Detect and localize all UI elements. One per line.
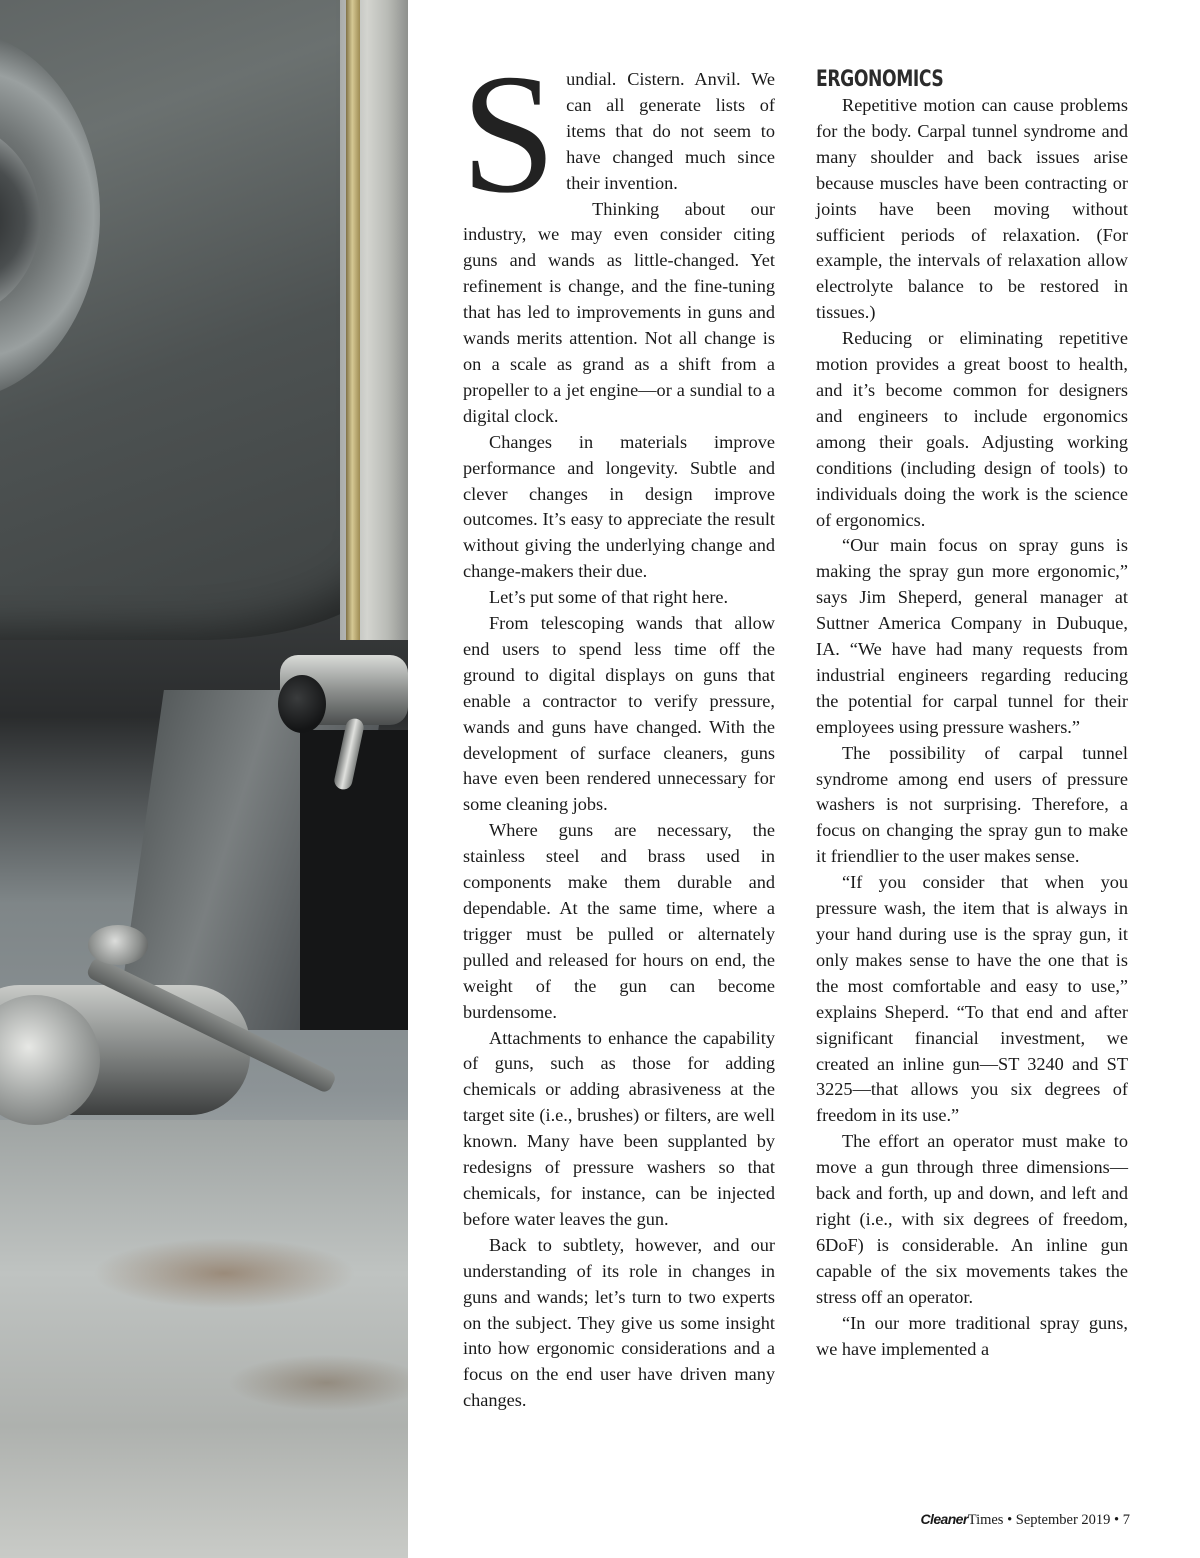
article-paragraph: Changes in materials improve performance and longevity. Subtle and clever changes in design improve outcomes. It’s easy to appreciate the result without giving the underlying change and change-makers their due. [463,431,775,582]
publication-brand: Cleaner [920,1511,968,1527]
article-column-left [461,39,775,1414]
article-paragraph: Thinking about our industry, we may even consider citing guns and wands as little-changed. Yet refinement is change, and the fine-tuning that has led to improvements in guns and wands merits attention. Not all change is on a scale as grand as a shift from a propeller to a jet engine—or a sundial to a digital clock. [463,198,775,426]
article-column-right [816,67,1128,1362]
ball-valve-hub [88,925,148,965]
page-footer [921,1511,1130,1529]
article-paragraph: Attachments to enhance the capability of guns, such as those for adding chemicals or adding abrasiveness at the target site (i.e., brushes) or filters, are well known. Many have been supplanted by redesigns of pressure washers so that chemicals, for instance, can be injected before water leaves the gun. [463,1027,775,1229]
article-paragraph: Reducing or eliminating repetitive motion provides a great boost to health, and it’s become common for designers and engineers to include ergonomics among their goals. Adjusting working conditions (including design of tools) to individuals doing the work is the science of ergonomics. [816,328,1128,530]
sight-tube [346,0,360,640]
article-paragraph: Let’s put some of that right here. [489,587,729,608]
article-paragraph: The effort an operator must make to move a gun through three dimensions—back and forth, up and down, and left and right (i.e., with six degrees of freedom, 6DoF) is considerable. An inline gun capable of the six movements takes the stress off an operator. [816,1131,1128,1307]
article-paragraph: Where guns are necessary, the stainless steel and brass used in components make them durable and dependable. At the same time, where a trigger must be pulled or alternately pulled and released for hours on end, the weight of the gun can become burdensome. [463,820,775,1022]
article-paragraph: “Our main focus on spray guns is making the spray gun more ergonomic,” says Jim Sheperd, general manager at Suttner America Company in Dubuque, IA. “We have had many requests from industrial engineers regarding reducing the potential for carpal tunnel for their employees using pressure washers.” [816,535,1128,737]
article-paragraph: “In our more traditional spray guns, we have implemented a [816,1312,1128,1359]
article-photo [0,0,408,1558]
publication-name: Times [967,1512,1004,1528]
valve-knob [278,675,326,733]
article-paragraph: The possibility of carpal tunnel syndrome among end users of pressure washers is not surprising. Therefore, a focus on changing the spray gun to make it friendlier to the user makes sense. [816,742,1128,867]
article-paragraph: From telescoping wands that allow end users to spend less time off the ground to digital displays on guns that enable a contractor to verify pressure, wands and guns have changed. With the development of surface cleaners, guns have even been rendered unnecessary for some cleaning jobs. [463,613,775,815]
article-paragraph [461,39,775,228]
concrete-floor [0,1120,408,1558]
article-paragraph: Back to subtlety, however, and our understanding of its role in changes in guns and wands; let’s turn to two experts on the subject. They give us some insight into how ergonomic considerations and a focus on the end user have driven many changes. [463,1234,775,1411]
footer-separator: • [1114,1512,1120,1528]
article-paragraph: Repetitive motion can cause problems for the body. Carpal tunnel syndrome and many shoulder and back issues arise because muscles have been contracting or joints have been moving without sufficient periods of relaxation. (For example, the intervals of relaxation allow electrolyte balance to be restored in tissues.) [816,95,1128,323]
drop-cap: S [461,39,557,228]
shadow-gap [300,730,408,1030]
article-paragraph: “If you consider that when you pressure wash, the item that is always in your hand during use is the spray gun, it only makes sense to have the one that is the most comfortable and easy to use,” explains Sheperd. “To that end and after significant financial investment, we created an inline gun—ST 3240 and ST 3225—that allows you six degrees of freedom in its use.” [816,872,1128,1126]
footer-separator: • [1007,1512,1013,1528]
issue-date: September 2019 [1015,1512,1111,1528]
opening-text: undial. Cistern. Anvil. We can all generate lists of items that do not seem to have changed much since their invention. [566,69,775,193]
section-heading: ERGONOMICS [816,67,944,92]
page-number: 7 [1122,1512,1130,1528]
